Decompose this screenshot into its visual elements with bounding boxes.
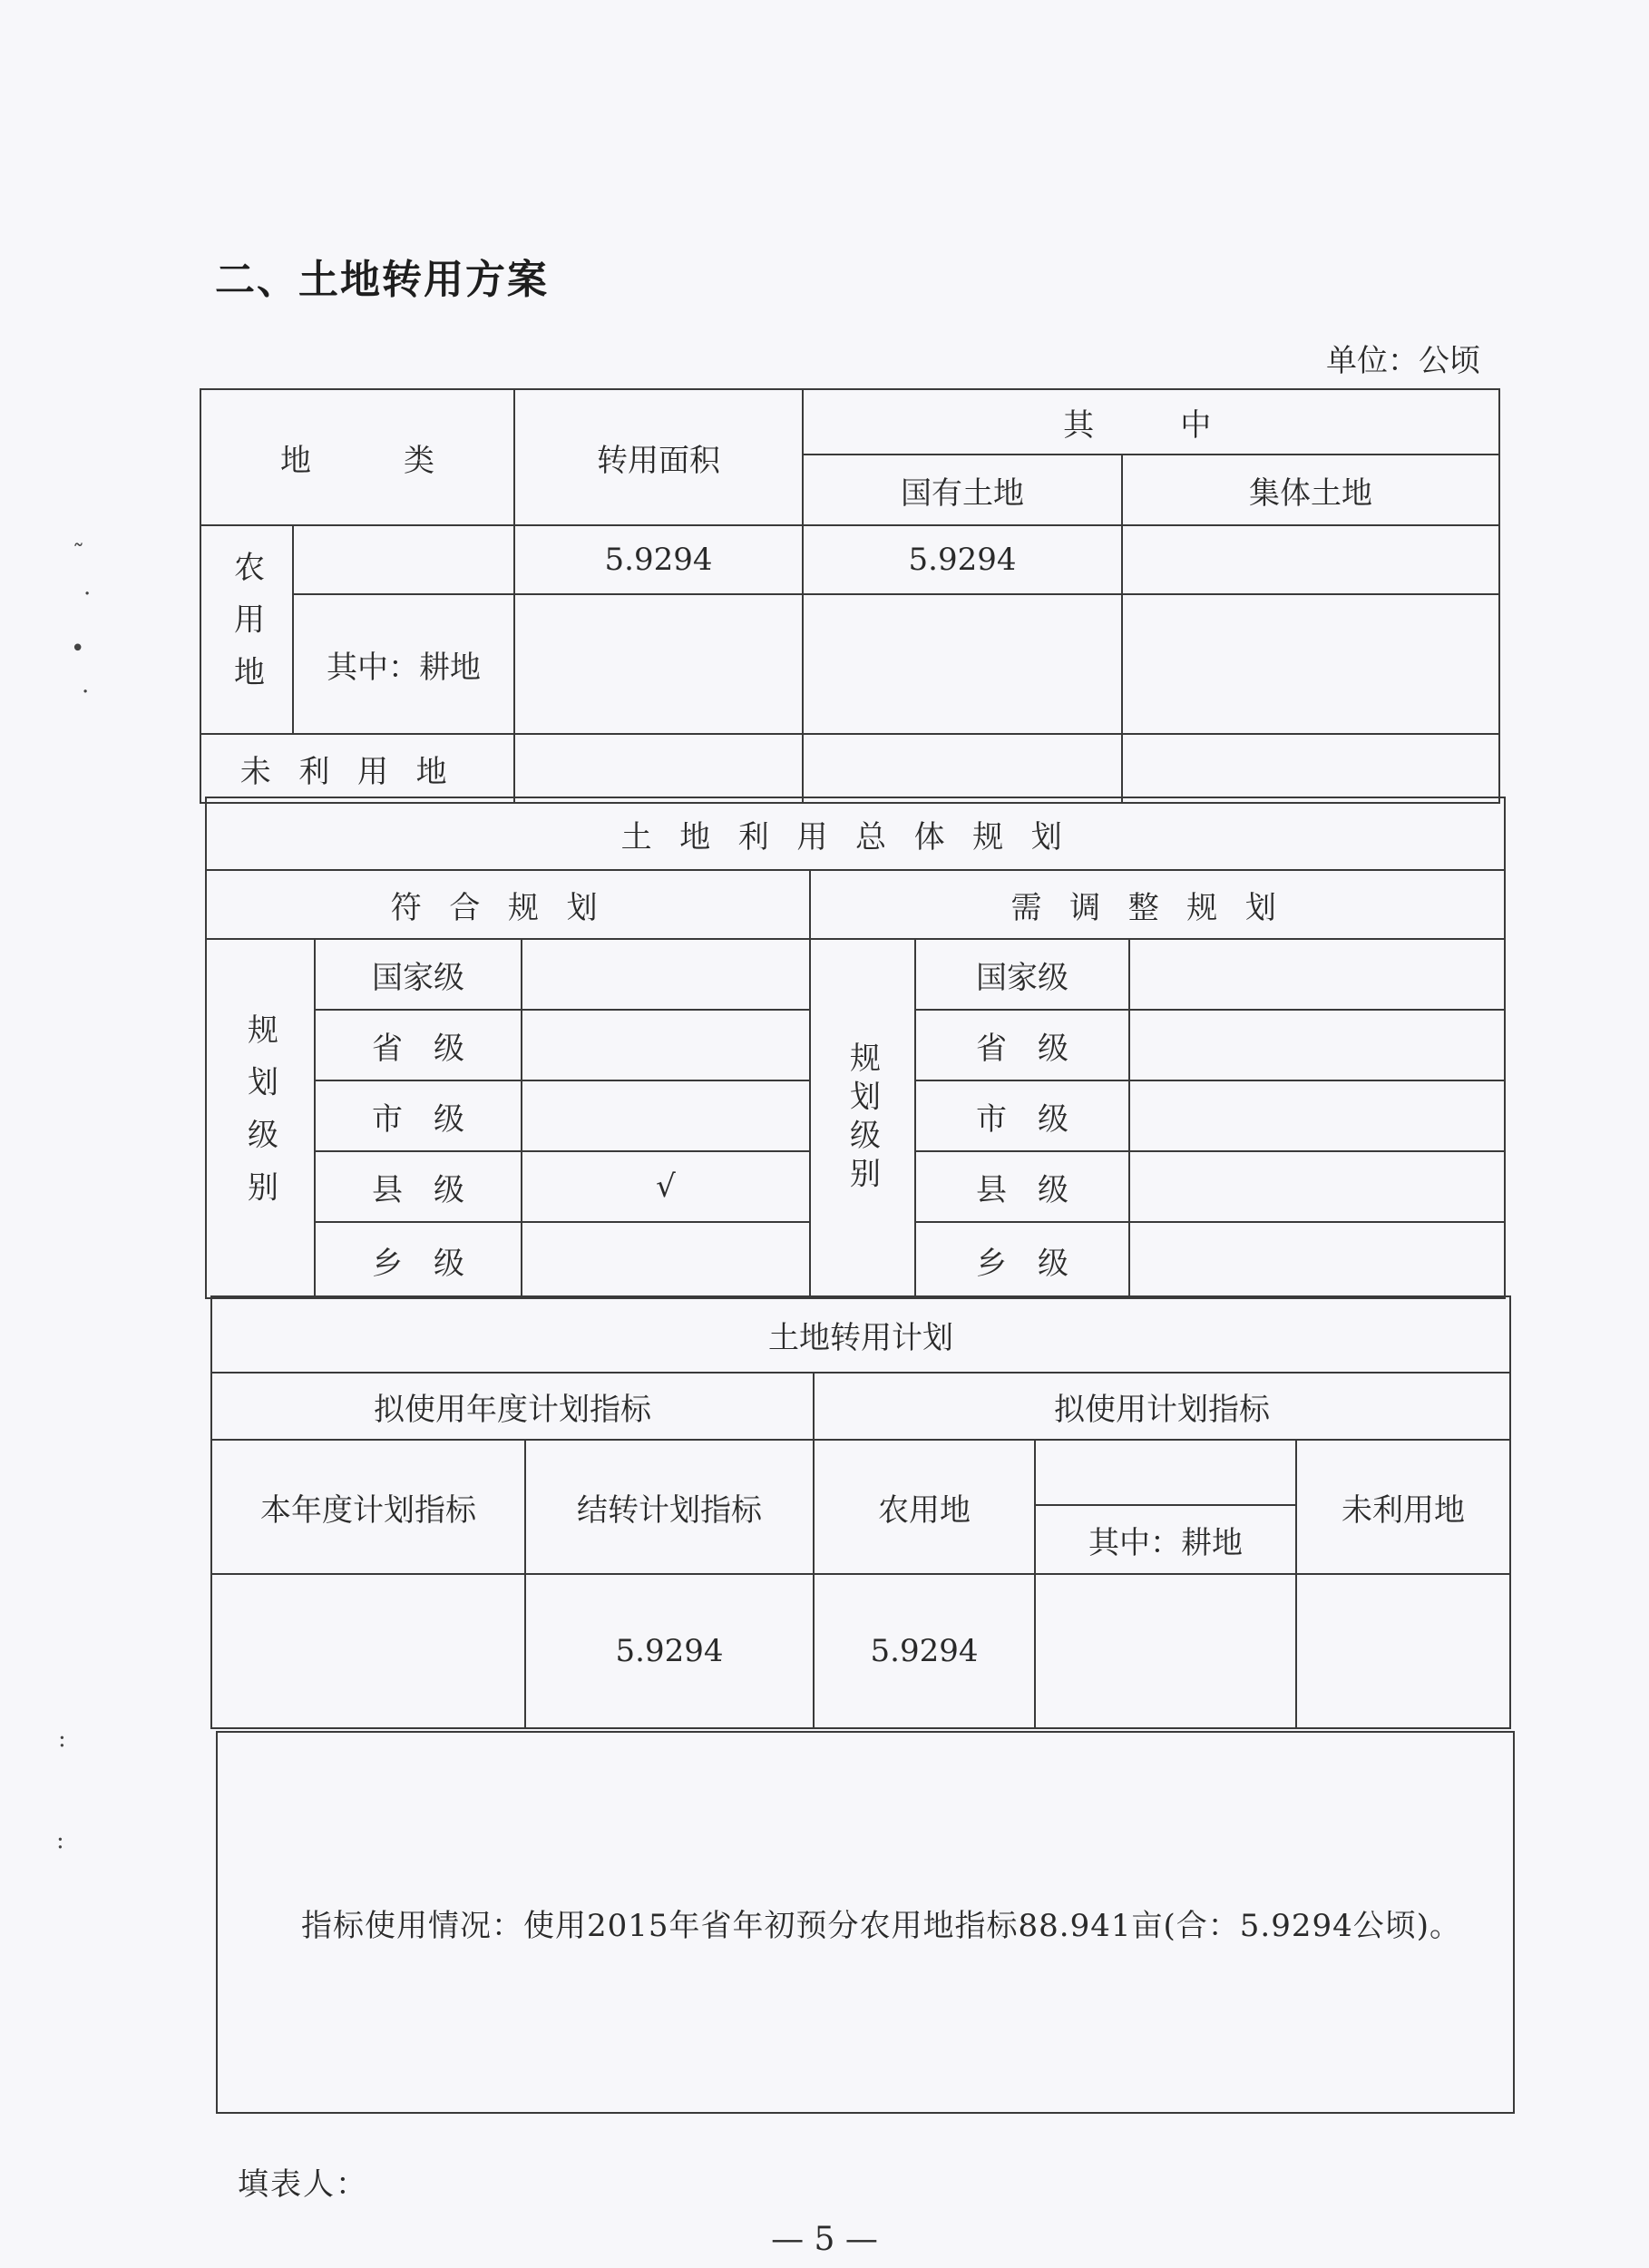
level-provincial-right: 省 级 [915, 1010, 1129, 1080]
adjust-plan-title: 需调整规划 [810, 870, 1505, 939]
plan-level-label-right: 规划级别 [810, 939, 915, 1298]
scan-mark: · [82, 679, 90, 706]
form-filler-label: 填表人： [238, 2166, 368, 2203]
scan-mark: · [83, 581, 92, 608]
adjust-provincial-value [1129, 1010, 1505, 1080]
scan-mark: • [71, 635, 85, 662]
row-unused-label: 未利用地 [200, 734, 514, 803]
page-number: — 5 — [771, 2221, 878, 2258]
land-use-plan-table [205, 797, 1506, 1299]
header-collective-land: 集体土地 [1122, 455, 1499, 525]
adjust-city-value [1129, 1080, 1505, 1151]
val-farmland: 5.9294 [814, 1574, 1035, 1728]
col-unused-land: 未利用地 [1296, 1440, 1510, 1574]
row-arable-area [514, 594, 803, 734]
plan-title: 土地利用总体规划 [206, 797, 1505, 870]
page-title: 二、土地转用方案 [215, 257, 549, 303]
col-farmland: 农用地 [814, 1440, 1035, 1574]
conform-township-value [522, 1222, 810, 1298]
annual-quota-group: 拟使用年度计划指标 [211, 1373, 814, 1440]
conversion-plan-title: 土地转用计划 [211, 1296, 1510, 1373]
adjust-county-value [1129, 1151, 1505, 1222]
val-unused-land [1296, 1574, 1510, 1728]
plan-level-label-left: 规划级别 [206, 939, 315, 1298]
col-arable: 其中：耕地 [1035, 1505, 1296, 1574]
col-current-year-quota: 本年度计划指标 [211, 1440, 525, 1574]
conform-county-value: √ [522, 1151, 810, 1222]
col-arable-blank [1035, 1440, 1296, 1505]
conversion-plan-table [210, 1295, 1511, 1729]
val-current-year-quota [211, 1574, 525, 1728]
row-unused-area [514, 734, 803, 803]
level-city-left: 市 级 [315, 1080, 522, 1151]
level-county-right: 县 级 [915, 1151, 1129, 1222]
level-township-right: 乡 级 [915, 1222, 1129, 1298]
row-arable-state [803, 594, 1122, 734]
level-township-left: 乡 级 [315, 1222, 522, 1298]
land-type-table [200, 388, 1500, 804]
header-of-which: 其 中 [803, 389, 1499, 455]
row-unused-state [803, 734, 1122, 803]
level-city-right: 市 级 [915, 1080, 1129, 1151]
header-land-type: 地 类 [200, 389, 514, 525]
level-county-left: 县 级 [315, 1151, 522, 1222]
val-arable [1035, 1574, 1296, 1728]
row-arable-label: 其中：耕地 [293, 594, 514, 734]
unit-label: 单位：公顷 [1326, 343, 1480, 379]
scan-mark: ˜ [73, 541, 84, 568]
row-farmland-label: 农用地 [200, 525, 293, 734]
adjust-township-value [1129, 1222, 1505, 1298]
level-national-left: 国家级 [315, 939, 522, 1010]
col-carryover-quota: 结转计划指标 [525, 1440, 814, 1574]
row-farmland-collective [1122, 525, 1499, 594]
row-unused-collective [1122, 734, 1499, 803]
conform-provincial-value [522, 1010, 810, 1080]
row-farmland-state: 5.9294 [803, 525, 1122, 594]
plan-quota-group: 拟使用计划指标 [814, 1373, 1510, 1440]
conform-city-value [522, 1080, 810, 1151]
scan-mark: : [58, 1725, 66, 1753]
conform-national-value [522, 939, 810, 1010]
level-provincial-left: 省 级 [315, 1010, 522, 1080]
conform-plan-title: 符合规划 [206, 870, 810, 939]
header-conversion-area: 转用面积 [514, 389, 803, 525]
scan-mark: : [56, 1827, 64, 1854]
row-arable-collective [1122, 594, 1499, 734]
val-carryover-quota: 5.9294 [525, 1574, 814, 1728]
row-farmland-blank [293, 525, 514, 594]
quota-usage-box [216, 1731, 1515, 2114]
adjust-national-value [1129, 939, 1505, 1010]
row-farmland-area: 5.9294 [514, 525, 803, 594]
header-state-land: 国有土地 [803, 455, 1122, 525]
quota-usage-note: 指标使用情况：使用2015年省年初预分农用地指标88.941亩(合：5.9294公顷)。 [217, 1732, 1514, 2113]
level-national-right: 国家级 [915, 939, 1129, 1010]
